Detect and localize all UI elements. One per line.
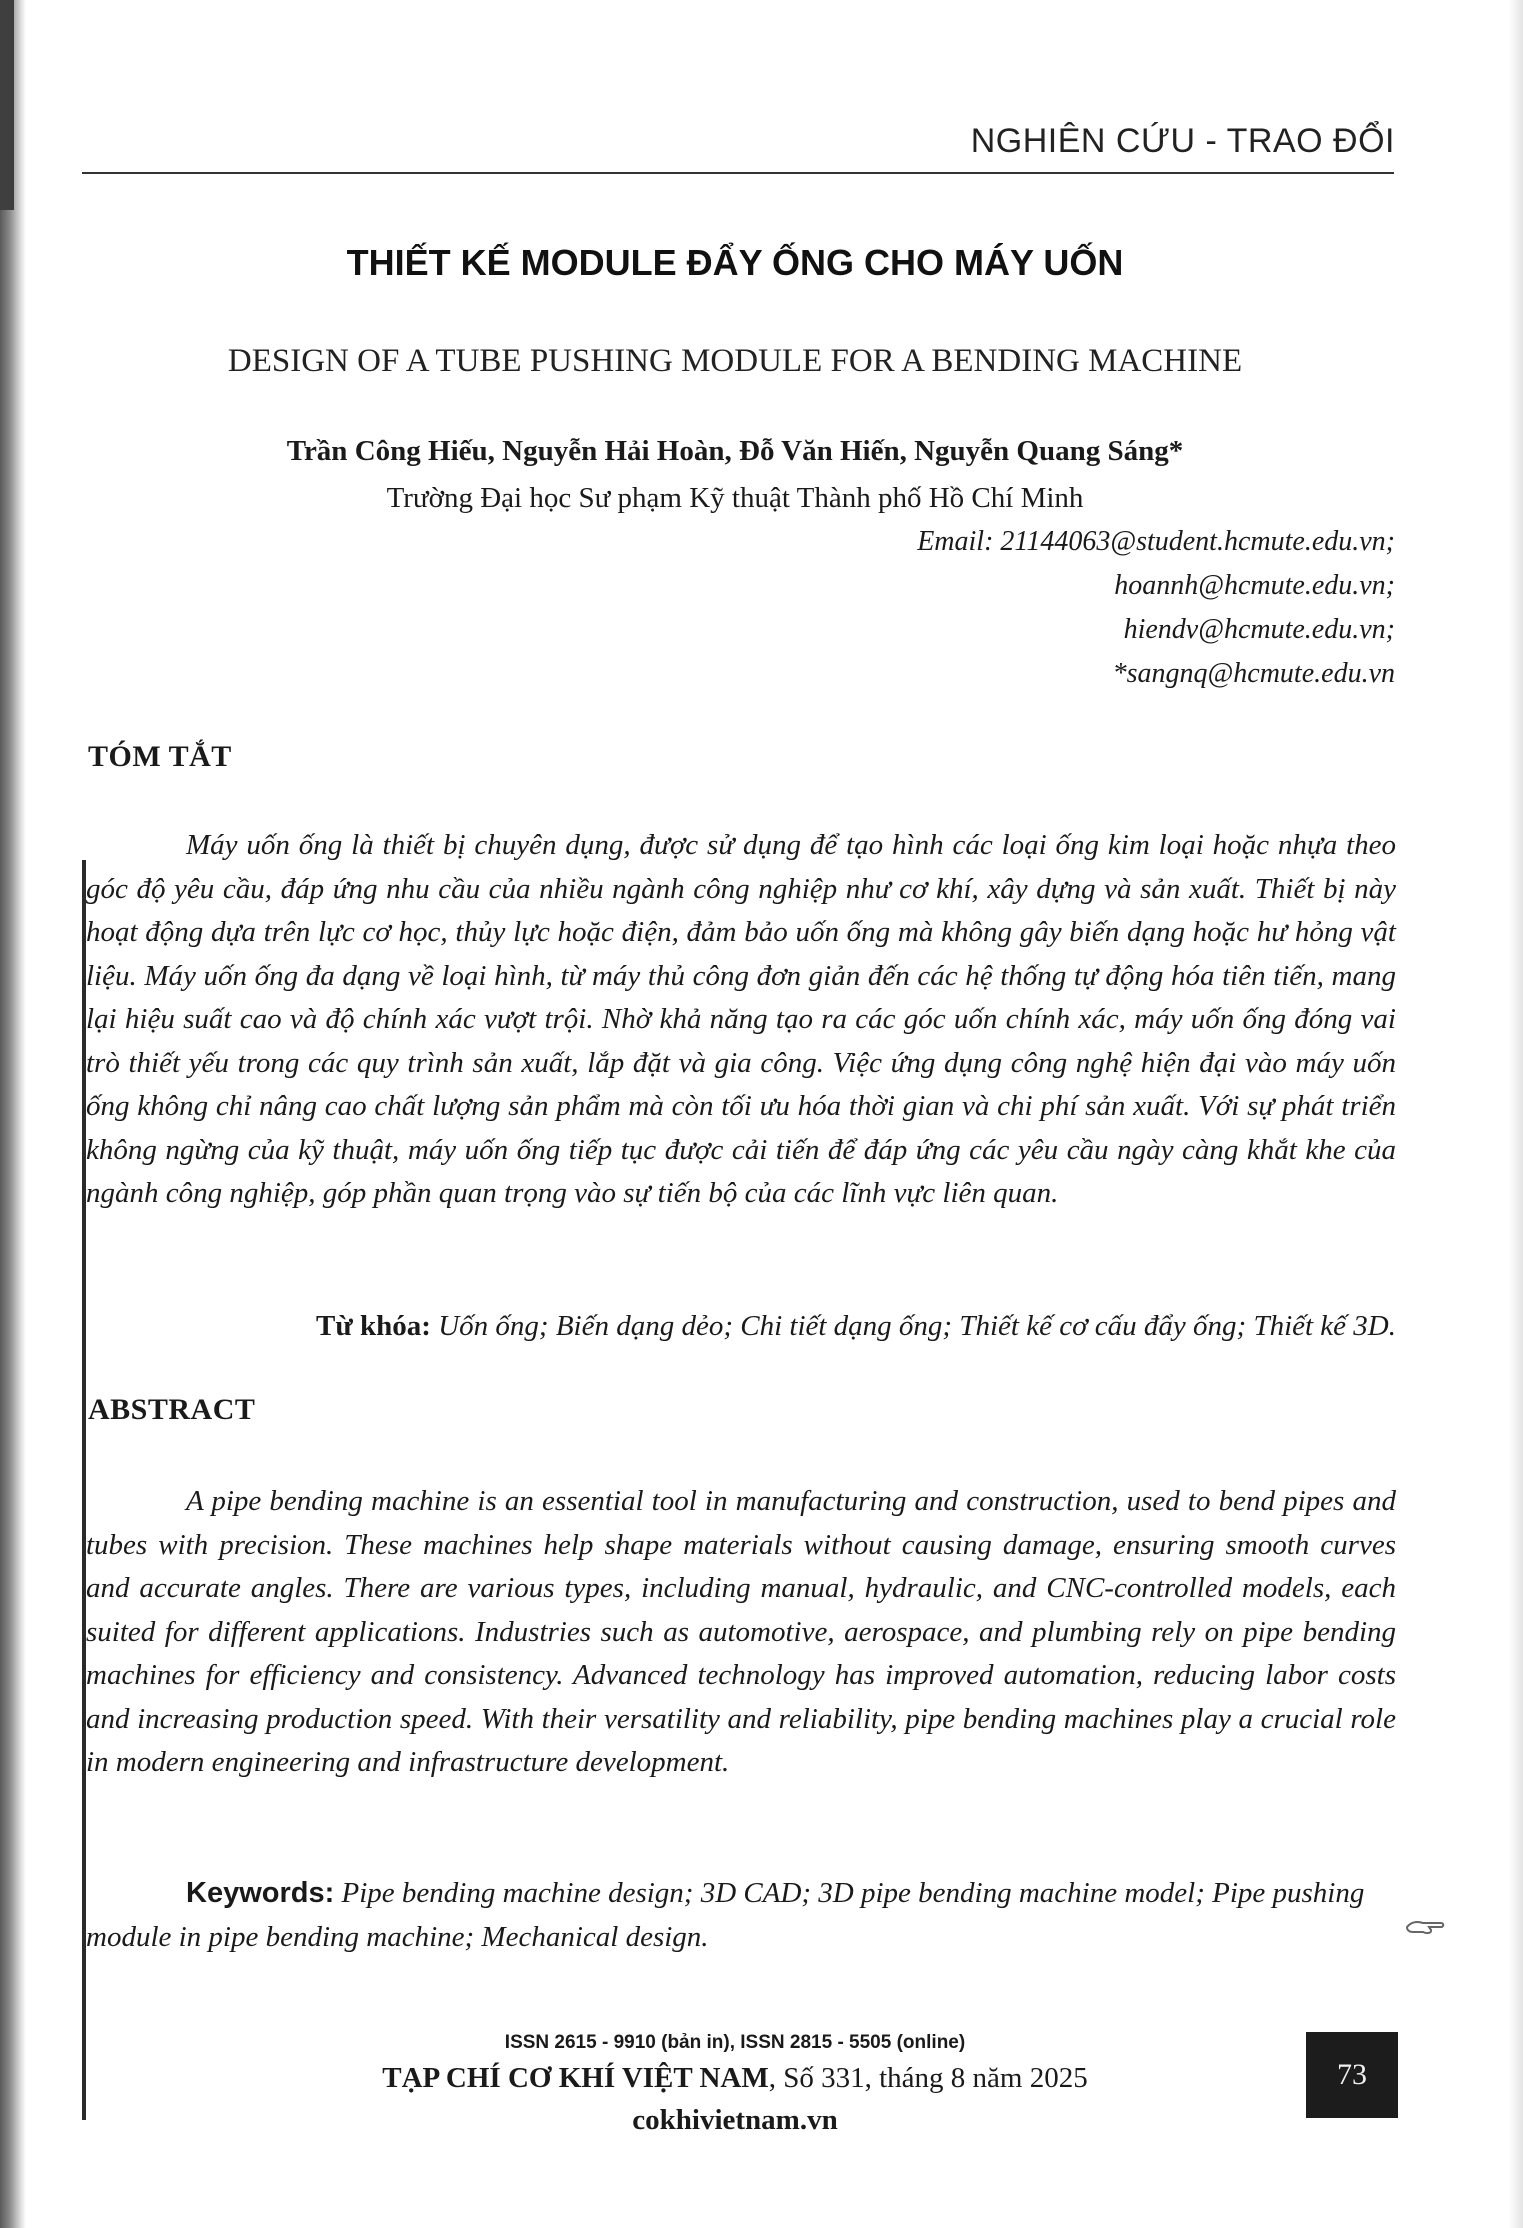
scan-tab [0,0,14,210]
email-line: hiendv@hcmute.edu.vn; [1123,614,1395,645]
scan-shadow-right [1509,0,1523,2228]
abstract-vn-heading: TÓM TẮT [88,740,232,773]
abstract-en-text: A pipe bending machine is an essential tool in manufacturing and construction, used to bend pipes and tubes with precision. These machines help shape materials without causing damage, ensuring smooth curves and accurate angles. There are various types, including manual, hydraulic, and CNC-controlled models, each suited for different applications. Industries such as automotive, aerospace, and plumbing rely on pipe bending machines for efficiency and consistency. Advanced technology has improved automation, reducing labor costs and increasing production speed. With their versatility and reliability, pipe bending machines play a crucial role in modern engineering and infrastructure development. [86,1485,1396,1778]
page-number: 73 [1306,2032,1398,2118]
email-line: *sangnq@hcmute.edu.vn [1112,658,1395,689]
title-vietnamese: THIẾT KẾ MODULE ĐẨY ỐNG CHO MÁY UỐN [346,242,1124,283]
scan-shadow-left [0,0,26,2228]
footer-issn: ISSN 2615 - 9910 (bản in), ISSN 2815 - 5505 (online) [504,2032,966,2053]
affiliation: Trường Đại học Sư phạm Kỹ thuật Thành phố Hồ Chí Minh [386,482,1084,514]
keywords-en [86,1872,1396,1959]
abstract-en-heading: ABSTRACT [88,1393,256,1426]
keywords-en-label: Keywords: [186,1877,335,1909]
email-line: hoannh@hcmute.edu.vn; [1114,570,1395,601]
pointing-hand-icon [1405,1915,1445,1937]
section-label: NGHIÊN CỨU - TRAO ĐỔI [970,122,1395,160]
footer-journal [0,2062,1470,2095]
keywords-vn-text: Uốn ống; Biến dạng dẻo; Chi tiết dạng ống; Thiết kế cơ cấu đẩy ống; Thiết kế 3D. [438,1310,1396,1342]
journal-issue: , Số 331, tháng 8 năm 2025 [768,2062,1088,2094]
abstract-vn-text: Máy uốn ống là thiết bị chuyên dụng, được sử dụng để tạo hình các loại ống kim loại hoặc nhựa theo góc độ yêu cầu, đáp ứng nhu cầu của nhiều ngành công nghiệp như cơ khí, xây dựng và sản xuất. Thiết bị này hoạt động dựa trên lực cơ học, thủy lực hoặc điện, đảm bảo uốn ống mà không gây biến dạng hoặc hư hỏng vật liệu. Máy uốn ống đa dạng về loại hình, từ máy thủ công đơn giản đến các hệ thống tự động hóa tiên tiến, mang lại hiệu suất cao và độ chính xác vượt trội. Nhờ khả năng tạo ra các góc uốn chính xác, máy uốn ống đóng vai trò thiết yếu trong các quy trình sản xuất, lắp đặt và gia công. Việc ứng dụng công nghệ hiện đại vào máy uốn ống không chỉ nâng cao chất lượng sản phẩm mà còn tối ưu hóa thời gian và chi phí sản xuất. Với sự phát triển không ngừng của kỹ thuật, máy uốn ống tiếp tục được cải tiến để đáp ứng các yêu cầu ngày càng khắt khe của ngành công nghiệp, góp phần quan trọng vào sự tiến bộ của các lĩnh vực liên quan. [86,829,1396,1209]
keywords-en-text: Pipe bending machine design; 3D CAD; 3D pipe bending machine model; Pipe pushing module in pipe bending machine; Mechanical design. [86,1877,1365,1953]
keywords-vn [86,1305,1396,1349]
keywords-vn-label: Từ khóa: [316,1310,431,1342]
author-list: Trần Công Hiếu, Nguyễn Hải Hoàn, Đỗ Văn Hiến, Nguyễn Quang Sáng* [286,435,1184,467]
journal-name: TẠP CHÍ CƠ KHÍ VIỆT NAM [382,2062,769,2094]
header-rule [82,172,1394,174]
email-line: Email: 21144063@student.hcmute.edu.vn; [917,526,1395,557]
email-block [917,520,1395,696]
title-english: DESIGN OF A TUBE PUSHING MODULE FOR A BENDING MACHINE [227,343,1243,379]
footer-website: cokhivietnam.vn [632,2104,838,2136]
